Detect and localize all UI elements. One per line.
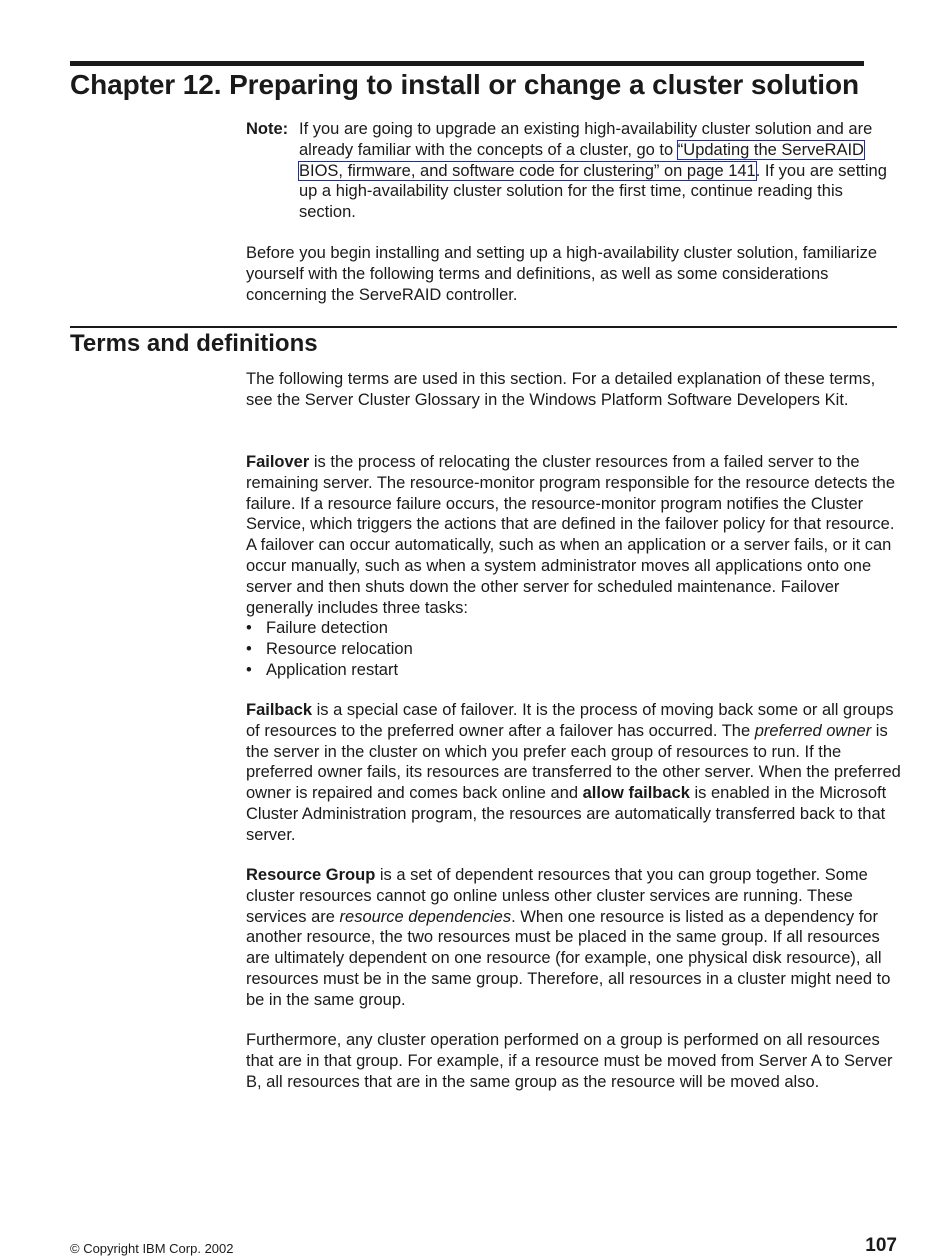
section-intro-paragraph	[246, 369, 902, 411]
failover-term: Failover	[246, 453, 310, 471]
chapter-rule	[70, 61, 864, 66]
failback-text-1: is a special case of failover. It is the process of moving back some or all groups of resources to the preferred owner after a failover has occurred. The	[246, 701, 894, 740]
resource-group-text-2: . When one resource is listed as a dependency for another resource, the two resources must be placed in the same group. If all resources are ultimately dependent on one resource (for example, one physical disk resource), all resources must be in the same group. Therefore, all resources in a cluster might need to be in the same group.	[246, 907, 891, 1009]
footer-copyright: © Copyright IBM Corp. 2002	[70, 1241, 234, 1256]
allow-failback-term: allow failback	[582, 784, 690, 803]
resource-group-paragraph	[246, 865, 902, 1011]
failback-definition	[246, 700, 902, 846]
furthermore-text: Furthermore, any cluster operation performed on a group is performed on all resources that are in that group. For example, if a resource must be moved from Server A to Server B, all resources that are in the same group as the resource will be moved also.	[246, 1031, 893, 1091]
list-item: • Failure detection	[246, 618, 902, 639]
section-title: Terms and definitions	[70, 330, 318, 357]
resource-group-definition	[246, 865, 902, 1011]
section-intro-text: The following terms are used in this section. For a detailed explanation of these terms, see the Server Cluster Glossary in the Windows Platform Software Developers Kit.	[246, 370, 876, 409]
failover-text: is the process of relocating the cluster resources from a failed server to the remaining server. The resource-monitor program responsible for the resource detects the failure. If a resource failure occurs, the resource-monitor program notifies the Cluster Service, which triggers the actions that are defined in the failover policy for that resource. A failover can occur automatically, such as when an application or a server fails, or it can occur manually, such as when a system administrator moves all applications onto one server and then shuts down the other server for scheduled maintenance. Failover generally includes three tasks:	[246, 453, 896, 617]
preferred-owner-term: preferred owner	[754, 721, 872, 740]
failback-term: Failback	[246, 701, 313, 719]
note-text-before: If you are going to upgrade an existing high-availability cluster solution and are already familiar with the concepts of a cluster, go to	[299, 120, 873, 159]
note-body	[299, 119, 902, 223]
intro-text: Before you begin installing and setting up a high-availability cluster solution, familiarize yourself with the following terms and definitions, as well as some considerations concerning the ServeRAID controller.	[246, 244, 878, 304]
resource-dependencies-term: resource dependencies	[339, 907, 512, 926]
resource-group-term: Resource Group	[246, 866, 376, 884]
chapter-title: Chapter 12. Preparing to install or change a cluster solution	[70, 69, 859, 100]
failback-text-3: is enabled in the Microsoft Cluster Administration program, the resources are automatically transferred back to that server.	[246, 784, 887, 844]
note-label: Note:	[246, 120, 289, 138]
failback-paragraph	[246, 700, 902, 846]
note-text-after: . If you are setting up a high-availability cluster solution for the first time, continue reading this section.	[299, 161, 887, 222]
list-item: • Resource relocation	[246, 639, 902, 660]
cross-reference-link[interactable]: “Updating the ServeRAID BIOS, firmware, and software code for clustering” on page 141	[299, 140, 864, 180]
page-number: 107	[865, 1235, 897, 1256]
list-item: • Application restart	[246, 660, 902, 681]
intro-paragraph	[246, 243, 902, 305]
failover-definition	[246, 452, 902, 681]
failback-text-2: is the server in the cluster on which you prefer each group of resources to run. If the preferred owner fails, its resources are transferred to the other server. When the preferred owner is repaired and comes back online and	[246, 721, 901, 803]
note-block	[246, 119, 902, 223]
failover-task-list	[246, 618, 902, 680]
failover-paragraph	[246, 452, 902, 618]
furthermore-paragraph	[246, 1030, 902, 1092]
resource-group-text-1: is a set of dependent resources that you can group together. Some cluster resources cannot go online unless other cluster services are running. These services are	[246, 866, 868, 926]
